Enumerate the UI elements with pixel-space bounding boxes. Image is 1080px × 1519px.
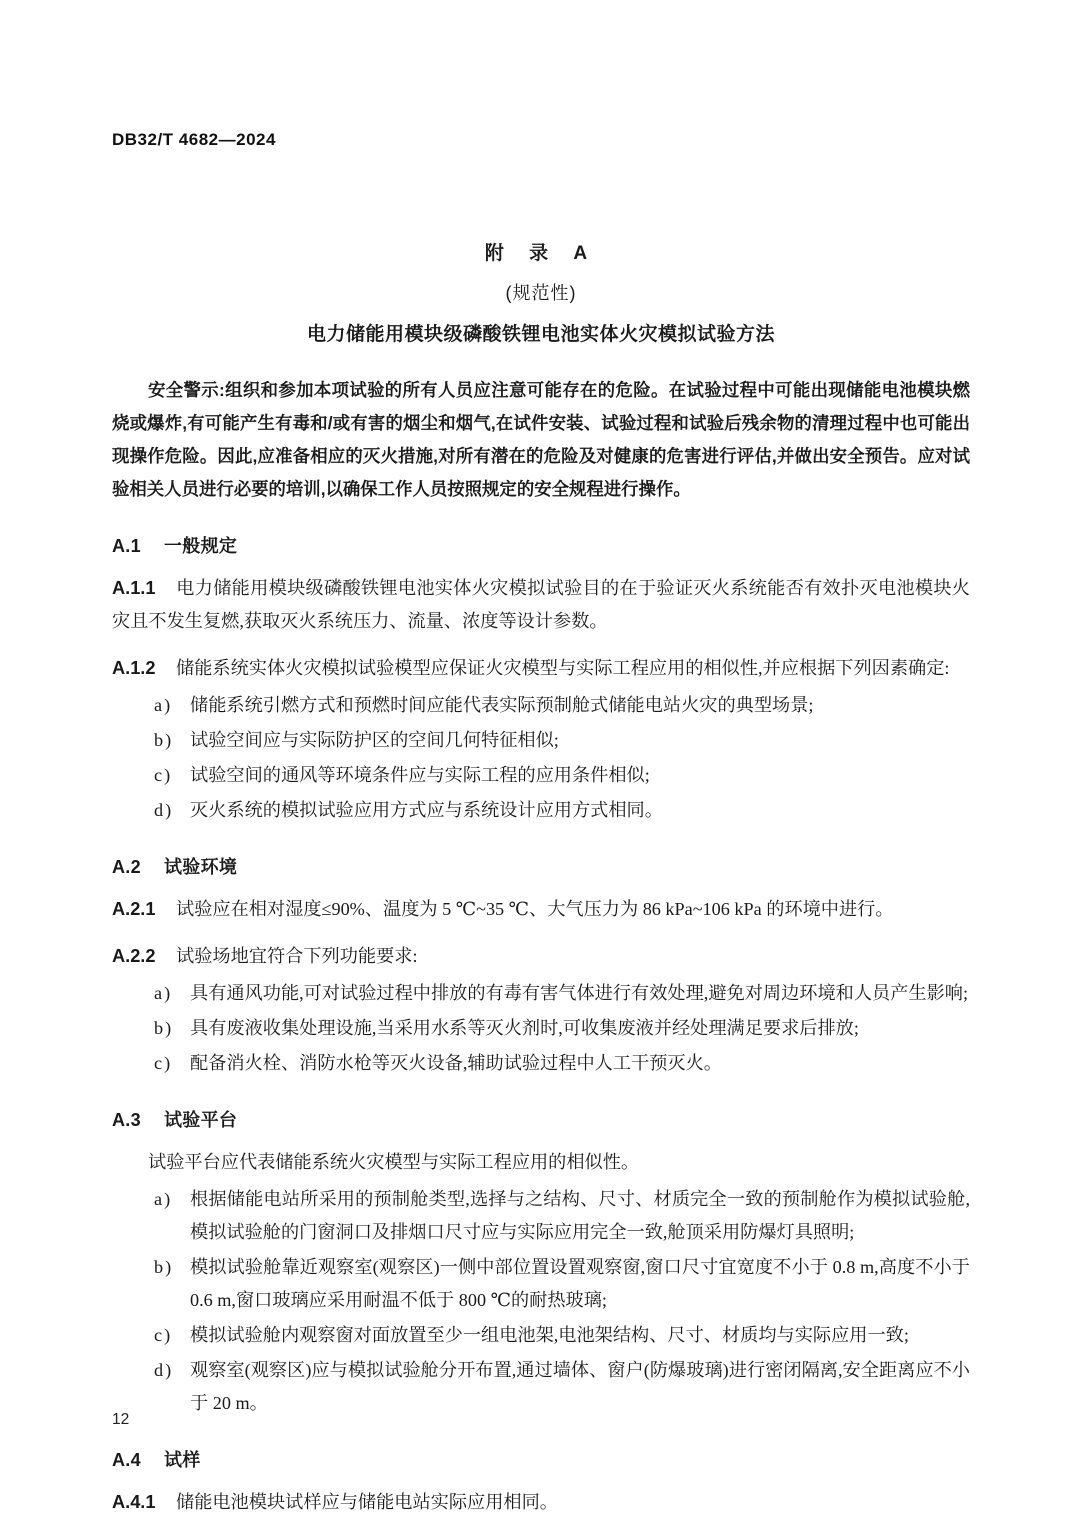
- list-item: [112, 1251, 970, 1317]
- list-marker: c): [154, 1325, 173, 1345]
- page-number: 12: [112, 1411, 130, 1428]
- list-marker: d): [154, 1360, 174, 1380]
- section-number-a4: A.4: [112, 1450, 141, 1470]
- section-title-a4: 试样: [164, 1450, 201, 1470]
- clause-text-a12: 储能系统实体火灾模拟试验模型应保证火灾模型与实际工程应用的相似性,并应根据下列因素确定:: [176, 658, 950, 678]
- appendix-subtitle: (规范性): [505, 283, 577, 303]
- section-title-a2: 试验环境: [164, 857, 238, 877]
- safety-warning-paragraph: 安全警示:组织和参加本项试验的所有人员应注意可能存在的危险。在试验过程中可能出现储能电池模块燃烧或爆炸,有可能产生有毒和/或有害的烟尘和烟气,在试件安装、试验过程和试验后残余物的清理过程中也可能出现操作危险。因此,应准备相应的灭火措施,对所有潜在的危险及对健康的危害进行评估,并做出安全预告。应对试验相关人员进行必要的培训,以确保工作人员按照规定的安全规程进行操作。: [112, 380, 970, 499]
- list-text: 试验空间的通风等环境条件应与实际工程的应用条件相似;: [190, 765, 650, 785]
- list-marker: d): [154, 800, 174, 820]
- section-heading-a1: [112, 532, 970, 558]
- list-marker: c): [154, 1053, 173, 1073]
- clause-a11: [112, 572, 970, 638]
- section-heading-a2: [112, 853, 970, 879]
- list-item: [112, 794, 970, 827]
- clause-text-a22: 试验场地宜符合下列功能要求:: [176, 946, 418, 966]
- clause-a12: [112, 652, 970, 685]
- list-item: [112, 1354, 970, 1420]
- section-number-a2: A.2: [112, 857, 141, 877]
- list-marker: b): [154, 1257, 174, 1277]
- list-marker: b): [154, 1018, 174, 1038]
- section-number-a1: A.1: [112, 536, 141, 556]
- list-text: 储能系统引燃方式和预燃时间应能代表实际预制舱式储能电站火灾的典型场景;: [190, 695, 814, 715]
- list-a12: [112, 689, 970, 827]
- list-item: [112, 689, 970, 722]
- clause-a21: [112, 893, 970, 926]
- clause-number-a21: A.2.1: [112, 899, 156, 919]
- list-marker: c): [154, 765, 173, 785]
- section-a3-lead-paragraph: 试验平台应代表储能系统火灾模型与实际工程应用的相似性。: [148, 1152, 640, 1172]
- list-text: 灭火系统的模拟试验应用方式应与系统设计应用方式相同。: [190, 800, 663, 820]
- list-text: 模拟试验舱靠近观察室(观察区)一侧中部位置设置观察窗,窗口尺寸宜宽度不小于 0.8 m,高度不小于 0.6 m,窗口玻璃应采用耐温不低于 800 ℃的耐热玻璃;: [190, 1257, 970, 1310]
- list-marker: a): [154, 983, 173, 1003]
- section-heading-a4: [112, 1446, 970, 1472]
- list-text: 试验空间应与实际防护区的空间几何特征相似;: [190, 730, 559, 750]
- list-text: 模拟试验舱内观察窗对面放置至少一组电池架,电池架结构、尺寸、材质均与实际应用一致;: [190, 1325, 909, 1345]
- clause-number-a22: A.2.2: [112, 946, 156, 966]
- list-item: [112, 1319, 970, 1352]
- list-item: [112, 1047, 970, 1080]
- section-heading-a3: [112, 1106, 970, 1132]
- clause-a41: [112, 1486, 970, 1519]
- list-marker: b): [154, 730, 174, 750]
- clause-text-a21: 试验应在相对湿度≤90%、温度为 5 ℃~35 ℃、大气压力为 86 kPa~106 kPa 的环境中进行。: [176, 899, 894, 919]
- clause-a22: [112, 940, 970, 973]
- list-a3: [112, 1183, 970, 1420]
- list-item: [112, 977, 970, 1010]
- clause-number-a41: A.4.1: [112, 1492, 156, 1512]
- list-marker: a): [154, 1189, 173, 1209]
- clause-text-a41: 储能电池模块试样应与储能电站实际应用相同。: [176, 1492, 558, 1512]
- appendix-name: 电力储能用模块级磷酸铁锂电池实体火灾模拟试验方法: [306, 324, 775, 345]
- standard-number-header: DB32/T 4682—2024: [112, 130, 276, 149]
- section-title-a3: 试验平台: [164, 1110, 238, 1130]
- appendix-title: 附 录 A: [484, 243, 598, 264]
- list-item: [112, 1183, 970, 1249]
- list-item: [112, 724, 970, 757]
- list-marker: a): [154, 695, 173, 715]
- clause-number-a12: A.1.2: [112, 658, 156, 678]
- list-text: 根据储能电站所采用的预制舱类型,选择与之结构、尺寸、材质完全一致的预制舱作为模拟试验舱,模拟试验舱的门窗洞口及排烟口尺寸应与实际应用完全一致,舱顶采用防爆灯具照明;: [190, 1189, 970, 1242]
- list-item: [112, 1012, 970, 1045]
- list-text: 观察室(观察区)应与模拟试验舱分开布置,通过墙体、窗户(防爆玻璃)进行密闭隔离,安全距离应不小于 20 m。: [190, 1360, 970, 1413]
- clause-number-a11: A.1.1: [112, 578, 156, 598]
- clause-text-a11: 电力储能用模块级磷酸铁锂电池实体火灾模拟试验目的在于验证灭火系统能否有效扑灭电池模块火灾且不发生复燃,获取灭火系统压力、流量、浓度等设计参数。: [112, 578, 970, 631]
- section-number-a3: A.3: [112, 1110, 141, 1130]
- page-content: [112, 130, 970, 1519]
- list-text: 具有废液收集处理设施,当采用水系等灭火剂时,可收集废液并经处理满足要求后排放;: [190, 1018, 859, 1038]
- list-a22: [112, 977, 970, 1080]
- section-title-a1: 一般规定: [164, 536, 238, 556]
- list-text: 具有通风功能,可对试验过程中排放的有毒有害气体进行有效处理,避免对周边环境和人员产生影响;: [190, 983, 969, 1003]
- list-text: 配备消火栓、消防水枪等灭火设备,辅助试验过程中人工干预灭火。: [190, 1053, 722, 1073]
- list-item: [112, 759, 970, 792]
